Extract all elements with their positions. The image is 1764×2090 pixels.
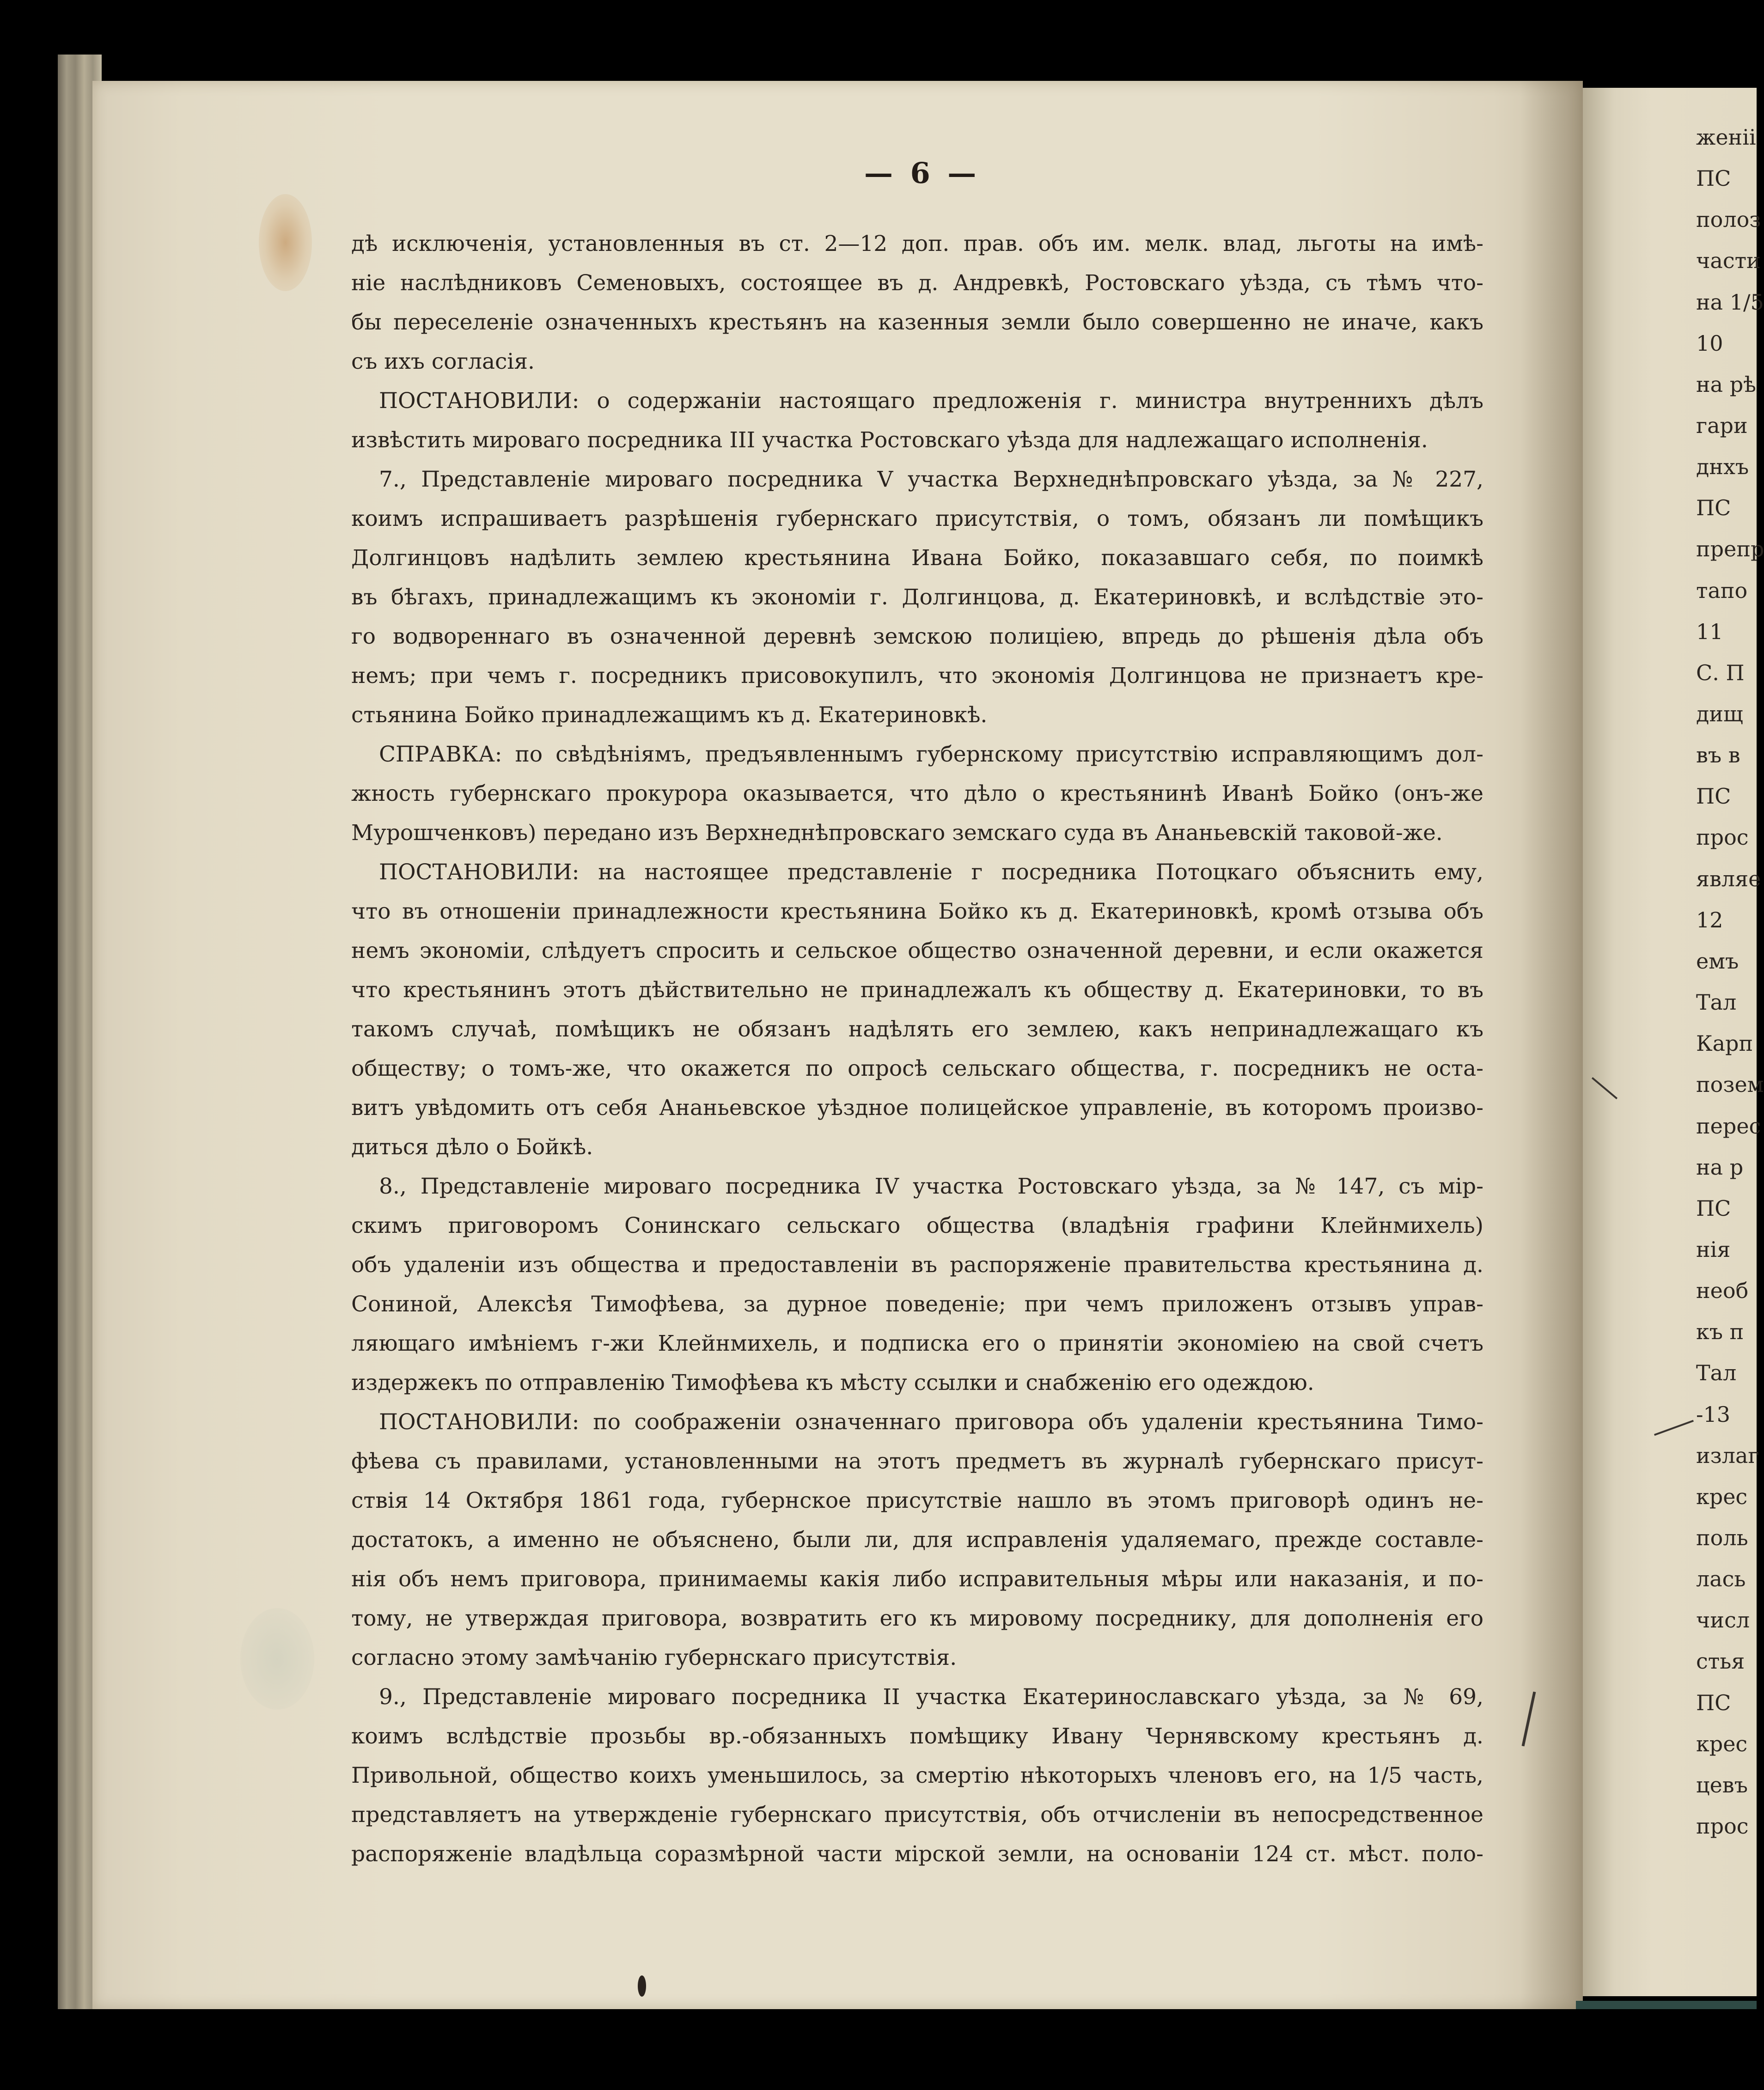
scan-border-bottom xyxy=(0,2009,1757,2090)
next-page-fragment: прос xyxy=(1696,825,1749,850)
text-line: ствія 14 Октября 1861 года, губернское присутствіе нашло въ этомъ приговорѣ одинъ не- xyxy=(351,1488,1483,1513)
text-line: въ бѣгахъ, принадлежащимъ къ экономіи г. Долгинцова, д. Екатериновкѣ, и вслѣдствіе это- xyxy=(351,585,1483,610)
text-line: такомъ случаѣ, помѣщикъ не обязанъ надѣлять его землею, какъ непринадлежащаго къ xyxy=(351,1017,1483,1042)
next-page-fragment: ПС xyxy=(1696,1195,1731,1221)
text-line: распоряженіе владѣльца соразмѣрной части мірской земли, на основаніи 124 ст. мѣст. поло- xyxy=(351,1841,1483,1867)
next-page-fragment: въ в xyxy=(1696,743,1740,768)
text-line: извѣстить мироваго посредника III участка Ростовскаго уѣзда для надлежащаго исполненія. xyxy=(351,427,1428,453)
next-page-fragment: 11 xyxy=(1696,619,1723,644)
text-line: что въ отношеніи принадлежности крестьянина Бойко къ д. Екатериновкѣ, кромѣ отзыва объ xyxy=(351,899,1483,924)
next-page-fragment: емъ xyxy=(1696,948,1739,974)
page-number: — 6 — xyxy=(864,156,980,190)
text-line: ПОСТАНОВИЛИ: по соображеніи означеннаго приговора объ удаленіи крестьянина Тимо- xyxy=(379,1409,1483,1435)
next-page-fragment: на 1/5 xyxy=(1696,289,1764,315)
text-line: нія объ немъ приговора, принимаемы какія либо исправительныя мѣры или наказанія, и по- xyxy=(351,1566,1483,1592)
text-line: ляющаго имѣніемъ г-жи Клейнмихель, и подписка его о принятіи экономіею на свой счетъ xyxy=(351,1331,1483,1356)
text-line: дѣ исключенія, установленныя въ ст. 2—12 доп. прав. объ им. мелк. влад, льготы на имѣ- xyxy=(351,231,1483,256)
text-line: обществу; о томъ-же, что окажется по опросѣ сельскаго общества, г. посредникъ не оста- xyxy=(351,1056,1483,1081)
next-page-fragment: ПС xyxy=(1696,1690,1731,1715)
next-page-fragment: на рѣ xyxy=(1696,372,1756,397)
next-page-fragment: днхъ xyxy=(1696,454,1749,480)
text-line: ПОСТАНОВИЛИ: о содержаніи настоящаго предложенія г. министра внутреннихъ дѣлъ xyxy=(379,388,1483,414)
text-line: ніе наслѣдниковъ Семеновыхъ, состоящее въ д. Андревкѣ, Ростовскаго уѣзда, съ тѣмъ что- xyxy=(351,270,1483,296)
text-line: объ удаленіи изъ общества и предоставленіи въ распоряженіе правительства крестьянина д. xyxy=(351,1252,1483,1278)
next-page-fragment: на р xyxy=(1696,1154,1744,1180)
water-stain xyxy=(259,194,312,291)
text-line: диться дѣло о Бойкѣ. xyxy=(351,1134,593,1160)
next-page-fragment: 12 xyxy=(1696,907,1723,932)
next-page-fragment: лась xyxy=(1696,1566,1746,1592)
text-line: согласно этому замѣчанію губернскаго присутствія. xyxy=(351,1645,957,1670)
text-line: представляетъ на утвержденіе губернскаго присутствія, объ отчисленіи въ непосредственное xyxy=(351,1802,1483,1828)
next-page-fragment: къ п xyxy=(1696,1319,1744,1345)
ink-spot xyxy=(638,1975,646,1997)
text-line: Долгинцовъ надѣлить землею крестьянина Ивана Бойко, показавшаго себя, по поимкѣ xyxy=(351,545,1483,571)
next-page-fragment: 10 xyxy=(1696,330,1723,356)
faint-stain xyxy=(240,1608,314,1710)
text-line: издержекъ по отправленію Тимофѣева къ мѣсту ссылки и снабженію его одеждою. xyxy=(351,1370,1314,1395)
next-page-fragment: крес xyxy=(1696,1731,1748,1756)
text-line: витъ увѣдомить отъ себя Ананьевское уѣздное полицейское управленіе, въ которомъ произво- xyxy=(351,1095,1483,1121)
next-page-fragment: стья xyxy=(1696,1649,1745,1674)
next-page-fragment: нія xyxy=(1696,1237,1731,1262)
next-page-fragment: гари xyxy=(1696,413,1748,439)
next-page-fragment: являе xyxy=(1696,866,1761,891)
text-line: фѣева съ правилами, установленными на этотъ предметъ въ журналѣ губернскаго присут- xyxy=(351,1449,1483,1474)
text-line: Сониной, Алексѣя Тимофѣева, за дурное поведеніе; при чемъ приложенъ отзывъ управ- xyxy=(351,1292,1483,1317)
text-line: тому, не утверждая приговора, возвратить его къ мировому посреднику, для дополненія его xyxy=(351,1606,1483,1631)
text-line: 7., Представленіе мироваго посредника V участка Верхнеднѣпровскаго уѣзда, за № 227, xyxy=(379,467,1483,492)
text-line: немъ; при чемъ г. посредникъ присовокупилъ, что экономія Долгинцова не признаетъ кре- xyxy=(351,663,1483,689)
next-page-edge xyxy=(1583,88,1764,1996)
next-page-fragment: позем xyxy=(1696,1072,1764,1097)
text-line: немъ экономіи, слѣдуетъ спросить и сельское общество означенной деревни, и если окажется xyxy=(351,938,1483,963)
next-page-fragment: Карп xyxy=(1696,1031,1753,1056)
text-line: что крестьянинъ этотъ дѣйствительно не принадлежалъ къ обществу д. Екатериновки, то въ xyxy=(351,977,1483,1003)
next-page-fragment: С. П xyxy=(1696,660,1745,685)
text-line: достатокъ, а именно не объяснено, были ли, для исправленія удаляемаго, прежде составле- xyxy=(351,1527,1483,1553)
next-page-fragment: ПС xyxy=(1696,495,1731,521)
next-page-fragment: дищ xyxy=(1696,701,1743,727)
text-line: го водвореннаго въ означенной деревнѣ земскою полиціею, впредь до рѣшенія дѣла объ xyxy=(351,624,1483,649)
text-line: бы переселеніе означенныхъ крестьянъ на казенныя земли было совершенно не иначе, какъ xyxy=(351,310,1483,335)
next-page-fragment: перес xyxy=(1696,1113,1761,1139)
next-page-fragment: поль xyxy=(1696,1525,1748,1550)
next-page-fragment: препр xyxy=(1696,536,1764,562)
next-page-fragment: полоз xyxy=(1696,207,1761,232)
text-line: скимъ приговоромъ Сонинскаго сельскаго общества (владѣнія графини Клейнмихель) xyxy=(351,1213,1483,1238)
next-page-fragment: части xyxy=(1696,248,1761,274)
next-page-fragment: тапо xyxy=(1696,578,1748,603)
text-line: стьянина Бойко принадлежащимъ къ д. Екатериновкѣ. xyxy=(351,702,988,728)
text-line: съ ихъ согласія. xyxy=(351,349,535,374)
text-line: 8., Представленіе мироваго посредника IV участка Ростовскаго уѣзда, за № 147, съ мір- xyxy=(379,1174,1483,1199)
next-page-fragment: прос xyxy=(1696,1814,1749,1839)
next-page-fragment: -13 xyxy=(1696,1401,1731,1427)
text-line: жность губернскаго прокурора оказывается, что дѣло о крестьянинѣ Иванѣ Бойко (онъ-же xyxy=(351,781,1483,806)
text-line: коимъ испрашиваетъ разрѣшенія губернскаго присутствія, о томъ, обязанъ ли помѣщикъ xyxy=(351,506,1483,531)
next-page-fragment: излаг xyxy=(1696,1443,1759,1468)
next-page-fragment: необ xyxy=(1696,1278,1749,1304)
text-line: коимъ вслѣдствіе прозьбы вр.-обязанныхъ помѣщику Ивану Чернявскому крестьянъ д. xyxy=(351,1724,1483,1749)
text-line: СПРАВКА: по свѣдѣніямъ, предъявленнымъ губернскому присутствію исправляющимъ дол- xyxy=(379,742,1483,767)
next-page-fragment: крес xyxy=(1696,1484,1748,1509)
next-page-fragment: цевъ xyxy=(1696,1772,1748,1798)
next-page-fragment: женіі xyxy=(1696,125,1756,150)
page-body-text xyxy=(351,224,1483,1874)
scan-border-top xyxy=(0,0,1757,55)
text-line: 9., Представленіе мироваго посредника II участка Екатеринославскаго уѣзда, за № 69, xyxy=(379,1684,1483,1710)
next-page-fragment: Тал xyxy=(1696,1360,1737,1386)
next-page-fragment: числ xyxy=(1696,1608,1750,1633)
next-page-fragment: ПС xyxy=(1696,166,1731,191)
text-line: Мурошченковъ) передано изъ Верхнеднѣпровскаго земскаго суда въ Ананьевскій таковой-же. xyxy=(351,820,1443,846)
next-page-fragment: Тал xyxy=(1696,990,1737,1015)
text-line: ПОСТАНОВИЛИ: на настоящее представленіе г посредника Потоцкаго объяснить ему, xyxy=(379,859,1483,885)
next-page-fragment: ПС xyxy=(1696,784,1731,809)
text-line: Привольной, общество коихъ уменьшилось, за смертію нѣкоторыхъ членовъ его, на 1/5 часть, xyxy=(351,1763,1483,1788)
